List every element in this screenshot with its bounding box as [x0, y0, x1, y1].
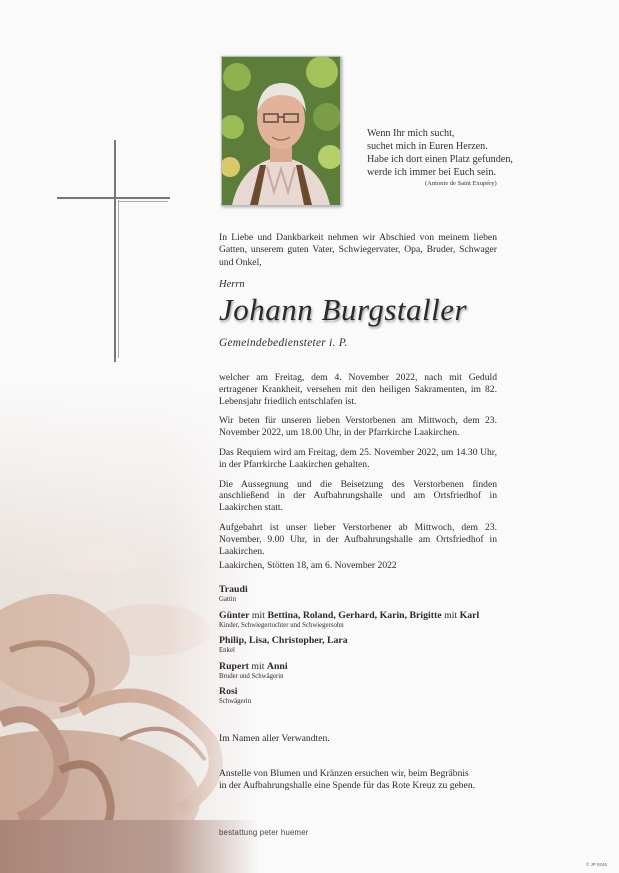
cross-horizontal-line: [57, 197, 170, 199]
closing-line: Im Namen aller Verwandten.: [219, 733, 330, 744]
family-entry: [219, 635, 519, 656]
paragraph: Aufgebahrt ist unser lieber Verstorbener ab Mittwoch, dem 23. November, 9.00 Uhr, in der Aufbahrungshalle am Ortsfriedhof in Laakirchen.: [219, 521, 497, 557]
cross-inner-vertical-line: [118, 200, 119, 358]
print-code: © JP 9246: [586, 862, 607, 867]
donation-note: [219, 768, 475, 793]
quote-author: (Antonie de Saint Exupéry): [425, 180, 497, 187]
family-relation: Bruder und Schwägerin: [219, 672, 284, 680]
family-name-part: mit: [441, 609, 460, 621]
family-entry: [219, 610, 519, 631]
place-date: Laakirchen, Stötten 18, am 6. November 2022: [219, 560, 397, 571]
deceased-title: Gemeindebediensteter i. P.: [219, 337, 348, 349]
donation-line: Anstelle von Blumen und Kränzen ersuchen wir, beim Begräbnis: [219, 768, 469, 779]
family-relation: Kinder, Schwiegertochter und Schwiegersohn: [219, 621, 344, 629]
paragraph: Die Aussegnung und die Beisetzung des Verstorbenen finden anschließend in der Aufbahrungshalle und am Ortsfriedhof in Laakirchen statt.: [219, 478, 497, 514]
quote-line: Wenn Ihr mich sucht,: [367, 128, 455, 139]
paragraph: Wir beten für unseren lieben Verstorbenen am Mittwoch, dem 23. November 2022, um 18.00 Uhr, in der Pfarrkirche Laakirchen.: [219, 415, 497, 439]
family-relation: Schwägerin: [219, 698, 252, 705]
quote-line: werde ich immer bei Euch sein.: [367, 167, 496, 178]
portrait-photo: [221, 56, 341, 206]
family-entry: [219, 686, 519, 707]
announcement-body: [219, 372, 497, 565]
quote-line: Habe ich dort einen Platz gefunden,: [367, 154, 513, 165]
family-member-names: [219, 635, 519, 647]
family-name-part: Karl: [459, 609, 480, 621]
family-name-part: Traudi: [219, 584, 248, 595]
cross-inner-horizontal-line: [118, 201, 168, 202]
family-member-names: [219, 661, 519, 673]
family-relation: Enkel: [219, 647, 235, 654]
family-name-part: Günter: [219, 609, 250, 621]
family-entry: [219, 584, 519, 605]
intro-text: In Liebe und Dankbarkeit nehmen wir Abschied von meinem lieben Gatten, unserem guten Vater, Schwiegervater, Opa, Bruder, Schwager und Onkel,: [219, 232, 497, 268]
family-name-part: mit: [248, 660, 267, 672]
quote-line: suchet mich in Euren Herzen.: [367, 141, 488, 152]
paragraph: welcher am Freitag, dem 4. November 2022, nach mit Geduld ertragener Krankheit, versehen mit den heiligen Sakramenten, im 82. Lebensjahr friedlich entschlafen ist.: [219, 372, 497, 407]
family-name-part: Rupert: [219, 660, 249, 672]
family-name-part: Bettina, Roland, Gerhard, Karin, Brigitte: [267, 609, 442, 621]
family-entry: [219, 661, 519, 682]
undertaker-name: bestattung peter huemer: [219, 828, 309, 837]
family-relation: Gattin: [219, 596, 236, 603]
family-name-part: Anni: [266, 660, 288, 672]
cross-vertical-line: [114, 140, 116, 362]
paragraph: Das Requiem wird am Freitag, dem 25. November 2022, um 14.30 Uhr, in der Pfarrkirche Laakirchen gehalten.: [219, 446, 497, 470]
donation-line: in der Aufbahrungshalle eine Spende für das Rote Kreuz zu geben.: [219, 780, 476, 792]
family-member-names: [219, 686, 519, 698]
family-name-part: mit: [249, 609, 268, 621]
family-name-part: Philip, Lisa, Christopher, Lara: [219, 635, 348, 646]
family-member-names: [219, 610, 519, 622]
deceased-name: Johann Burgstaller: [219, 292, 468, 327]
family-list: [219, 584, 519, 712]
salutation: Herrn: [219, 279, 245, 290]
quote-block: [367, 127, 513, 188]
family-member-names: [219, 584, 519, 596]
family-name-part: Rosi: [219, 686, 238, 697]
